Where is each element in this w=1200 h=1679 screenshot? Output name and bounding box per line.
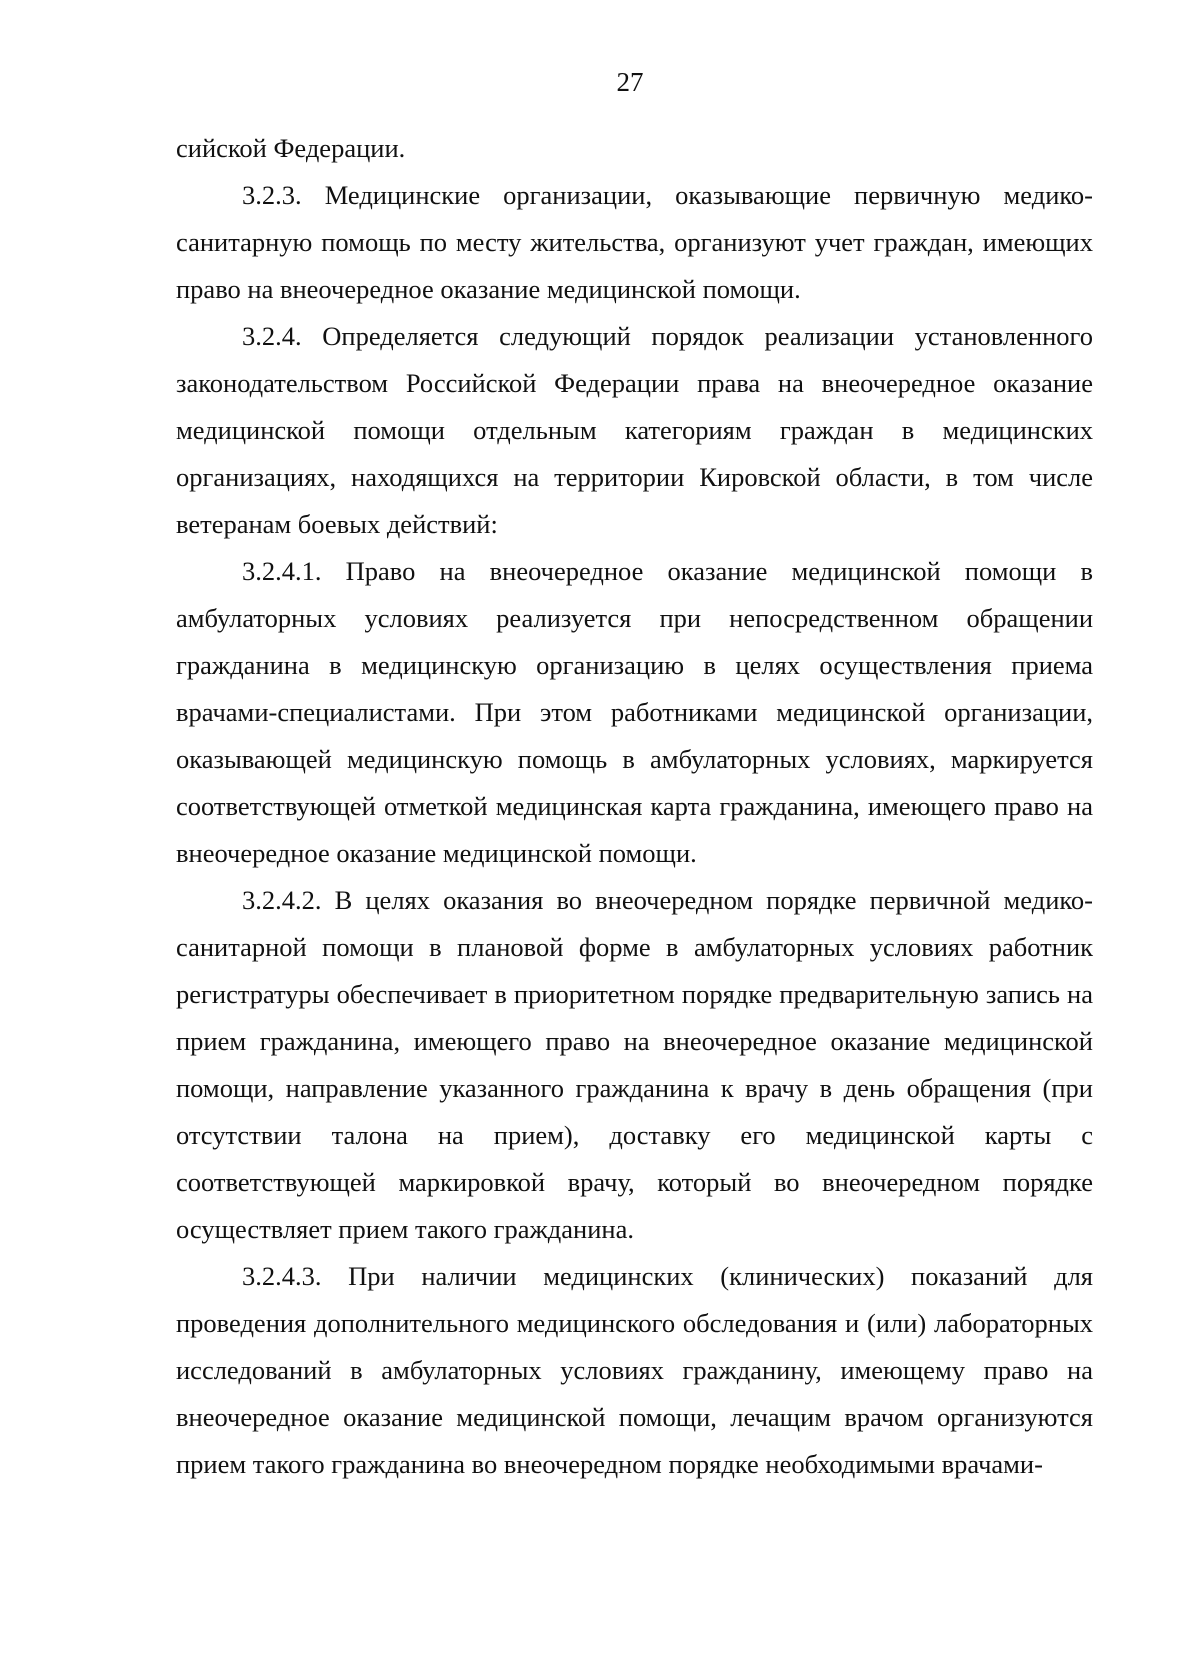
paragraph-3-2-4: 3.2.4. Определяется следующий порядок реализации установленного законодательством Российской Федерации права на внеочередное оказание медицинской помощи отдельным категориям граждан в медицинских организациях, находящихся на территории Кировской области, в том числе ветеранам боевых действий: xyxy=(176,321,1093,539)
page-number: 27 xyxy=(616,67,644,97)
paragraph-3-2-4-1: 3.2.4.1. Право на внеочередное оказание медицинской помощи в амбулаторных условиях реализуется при непосредственном обращении гражданина в медицинскую организацию в целях осуществления приема врачами-специалистами. При этом работниками медицинской организации, оказывающей медицинскую помощь в амбулаторных условиях, маркируется соответствующей отметкой медицинская карта гражданина, имеющего право на внеочередное оказание медицинской помощи. xyxy=(176,556,1093,868)
paragraph-3-2-3: 3.2.3. Медицинские организации, оказывающие первичную медико-санитарную помощь по месту жительства, организуют учет граждан, имеющих право на внеочередное оказание медицинской помощи. xyxy=(176,180,1093,304)
paragraph-continuation: сийской Федерации. xyxy=(176,133,406,163)
paragraph-3-2-4-2: 3.2.4.2. В целях оказания во внеочередном порядке первичной медико-санитарной помощи в плановой форме в амбулаторных условиях работник регистратуры обеспечивает в приоритетном порядке предварительную запись на прием гражданина, имеющего право на внеочередное оказание медицинской помощи, направление указанного гражданина к врачу в день обращения (при отсутствии талона на прием), доставку его медицинской карты с соответствующей маркировкой врачу, который во внеочередном порядке осуществляет прием такого гражданина. xyxy=(176,885,1093,1244)
document-body xyxy=(176,125,1093,1488)
paragraph-3-2-4-3: 3.2.4.3. При наличии медицинских (клинических) показаний для проведения дополнительного медицинского обследования и (или) лабораторных исследований в амбулаторных условиях гражданину, имеющему право на внеочередное оказание медицинской помощи, лечащим врачом организуются прием такого гражданина во внеочередном порядке необходимыми врачами- xyxy=(176,1261,1093,1479)
